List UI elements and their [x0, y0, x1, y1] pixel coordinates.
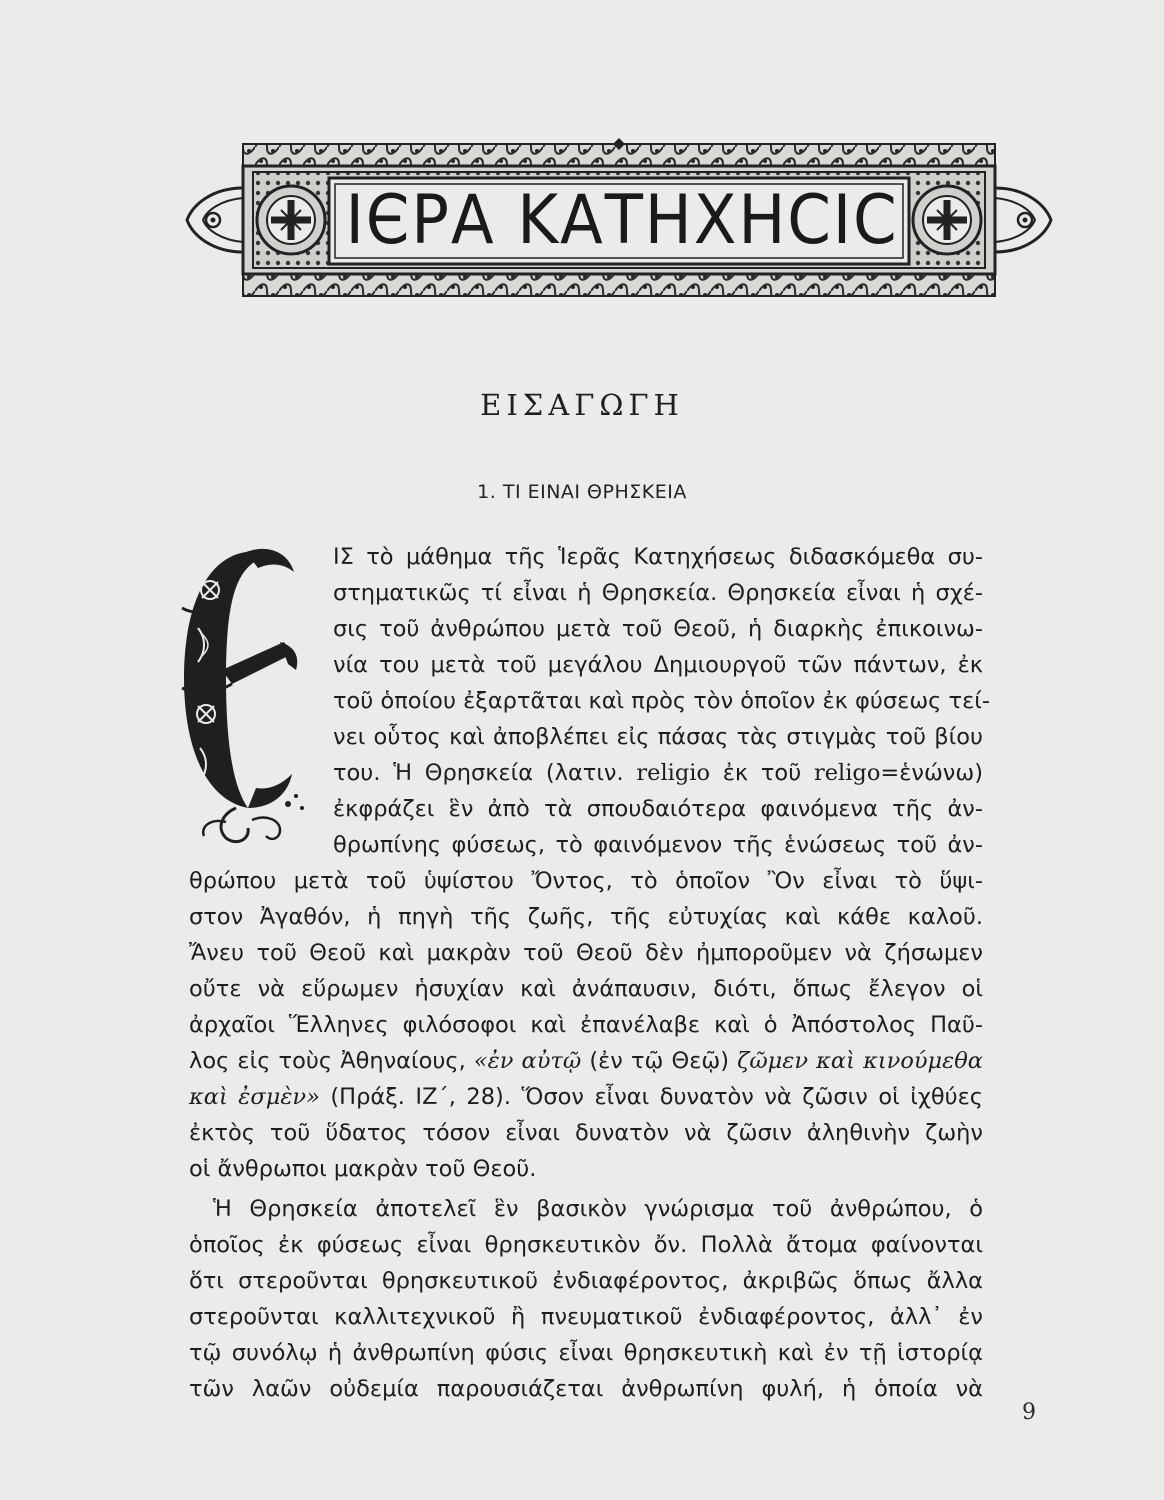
text-line: ἀρχαῖοι Ἕλληνες φιλόσοφοι καὶ ἐπανέλαβε καὶ ὁ Ἀπόστολος Παῦ-: [189, 1012, 983, 1038]
text-line: τῶν λαῶν οὐδεμία παρουσιάζεται ἀνθρωπίνη φυλή, ἡ ὁποία νὰ: [189, 1376, 983, 1402]
text-line: νία του μετὰ τοῦ μεγάλου Δημιουργοῦ τῶν πάντων, ἐκ: [333, 652, 983, 678]
illuminated-letter-icon: [176, 538, 308, 850]
text-line: ΙΣ τὸ μάθημα τῆς Ἱερᾶς Κατηχήσεως διδασκόμεθα συ-: [333, 544, 983, 570]
text-line: ἐκφράζει ἓν ἀπὸ τὰ σπουδαιότερα φαινόμενα τῆς ἀν-: [333, 796, 983, 822]
chapter-subheading: 1. ΤΙ ΕΙΝΑΙ ΘΡΗΣΚΕΙΑ: [477, 481, 687, 503]
latin-word: religio: [636, 760, 710, 786]
text-line: τοῦ ὁποίου ἐξαρτᾶται καὶ πρὸς τὸν ὁποῖον ἐκ φύσεως τεί-: [333, 688, 990, 714]
text-segment: ἐκ τοῦ: [710, 760, 814, 786]
text-line: [189, 1046, 983, 1076]
decorative-initial-letter: [176, 538, 308, 850]
text-line: θρώπου μετὰ τοῦ ὑψίστου Ὄντος, τὸ ὁποῖον Ὂν εἶναι τὸ ὕψι-: [189, 868, 983, 894]
text-line: οἱ ἄνθρωποι μακρὰν τοῦ Θεοῦ.: [189, 1156, 537, 1182]
text-line: τῷ συνόλῳ ἡ ἀνθρωπίνη φύσις εἶναι θρησκευτικὴ καὶ ἐν τῇ ἱστορίᾳ: [189, 1340, 983, 1366]
text-segment: =ἑνώνω): [880, 760, 983, 786]
text-line: Ἄνευ τοῦ Θεοῦ καὶ μακρὰν τοῦ Θεοῦ δὲν ἠμποροῦμεν νὰ ζήσωμεν: [189, 940, 983, 966]
text-line: [189, 1082, 983, 1112]
header-title: ΙЄΡΑ ΚΑΤΗΧΗCΙC: [345, 180, 899, 260]
text-segment: του. Ἡ Θρησκεία (λατιν.: [333, 760, 637, 786]
text-segment: λος εἰς τοὺς Ἀθηναίους,: [189, 1048, 474, 1074]
text-line: στον Ἀγαθόν, ἡ πηγὴ τῆς ζωῆς, τῆς εὐτυχίας καὶ κάθε καλοῦ.: [189, 904, 983, 930]
page-number: 9: [1022, 1400, 1036, 1425]
text-segment: (Πράξ. ΙΖ΄, 28). Ὅσον εἶναι δυνατὸν νὰ ζῶσιν οἱ ἰχθύες: [319, 1084, 983, 1110]
quotation-italic: ζῶμεν καὶ κινούμεθα: [737, 1048, 983, 1074]
text-line: νει οὗτος καὶ ἀποβλέπει εἰς πάσας τὰς στιγμὰς τοῦ βίου: [333, 724, 983, 750]
text-line: θρωπίνης φύσεως, τὸ φαινόμενον τῆς ἑνώσεως τοῦ ἀν-: [333, 832, 983, 858]
quotation-italic: «ἐν αὐτῷ: [473, 1048, 582, 1074]
text-line: ὅτι στεροῦνται θρησκευτικοῦ ἐνδιαφέροντος, ἀκριβῶς ὅπως ἄλλα: [189, 1268, 983, 1294]
text-line: [333, 758, 983, 788]
quotation-italic: καὶ ἐσμὲν»: [189, 1084, 320, 1110]
text-segment: (ἐν τῷ Θεῷ): [581, 1048, 738, 1074]
text-line: Ἡ Θρησκεία ἀποτελεῖ ἓν βασικὸν γνώρισμα τοῦ ἀνθρώπου, ὁ: [213, 1196, 983, 1222]
ornamental-header: [183, 138, 1055, 302]
text-line: ἐκτὸς τοῦ ὕδατος τόσον εἶναι δυνατὸν νὰ ζῶσιν ἀληθινὴν ζωὴν: [189, 1120, 983, 1146]
text-line: ὁποῖος ἐκ φύσεως εἶναι θρησκευτικὸν ὄν. Πολλὰ ἄτομα φαίνονται: [189, 1232, 983, 1258]
text-line: οὔτε νὰ εὕρωμεν ἡσυχίαν καὶ ἀνάπαυσιν, διότι, ὅπως ἔλεγον οἱ: [189, 976, 983, 1002]
section-heading: ΕΙΣΑΓΩΓΗ: [480, 388, 684, 422]
text-line: στηματικῶς τί εἶναι ἡ Θρησκεία. Θρησκεία εἶναι ἡ σχέ-: [333, 580, 983, 606]
text-line: σις τοῦ ἀνθρώπου μετὰ τοῦ Θεοῦ, ἡ διαρκὴς ἐπικοινω-: [333, 616, 983, 642]
text-line: στεροῦνται καλλιτεχνικοῦ ἢ πνευματικοῦ ἐνδιαφέροντος, ἀλλ᾽ ἐν: [189, 1304, 983, 1330]
latin-word: religo: [813, 760, 881, 786]
